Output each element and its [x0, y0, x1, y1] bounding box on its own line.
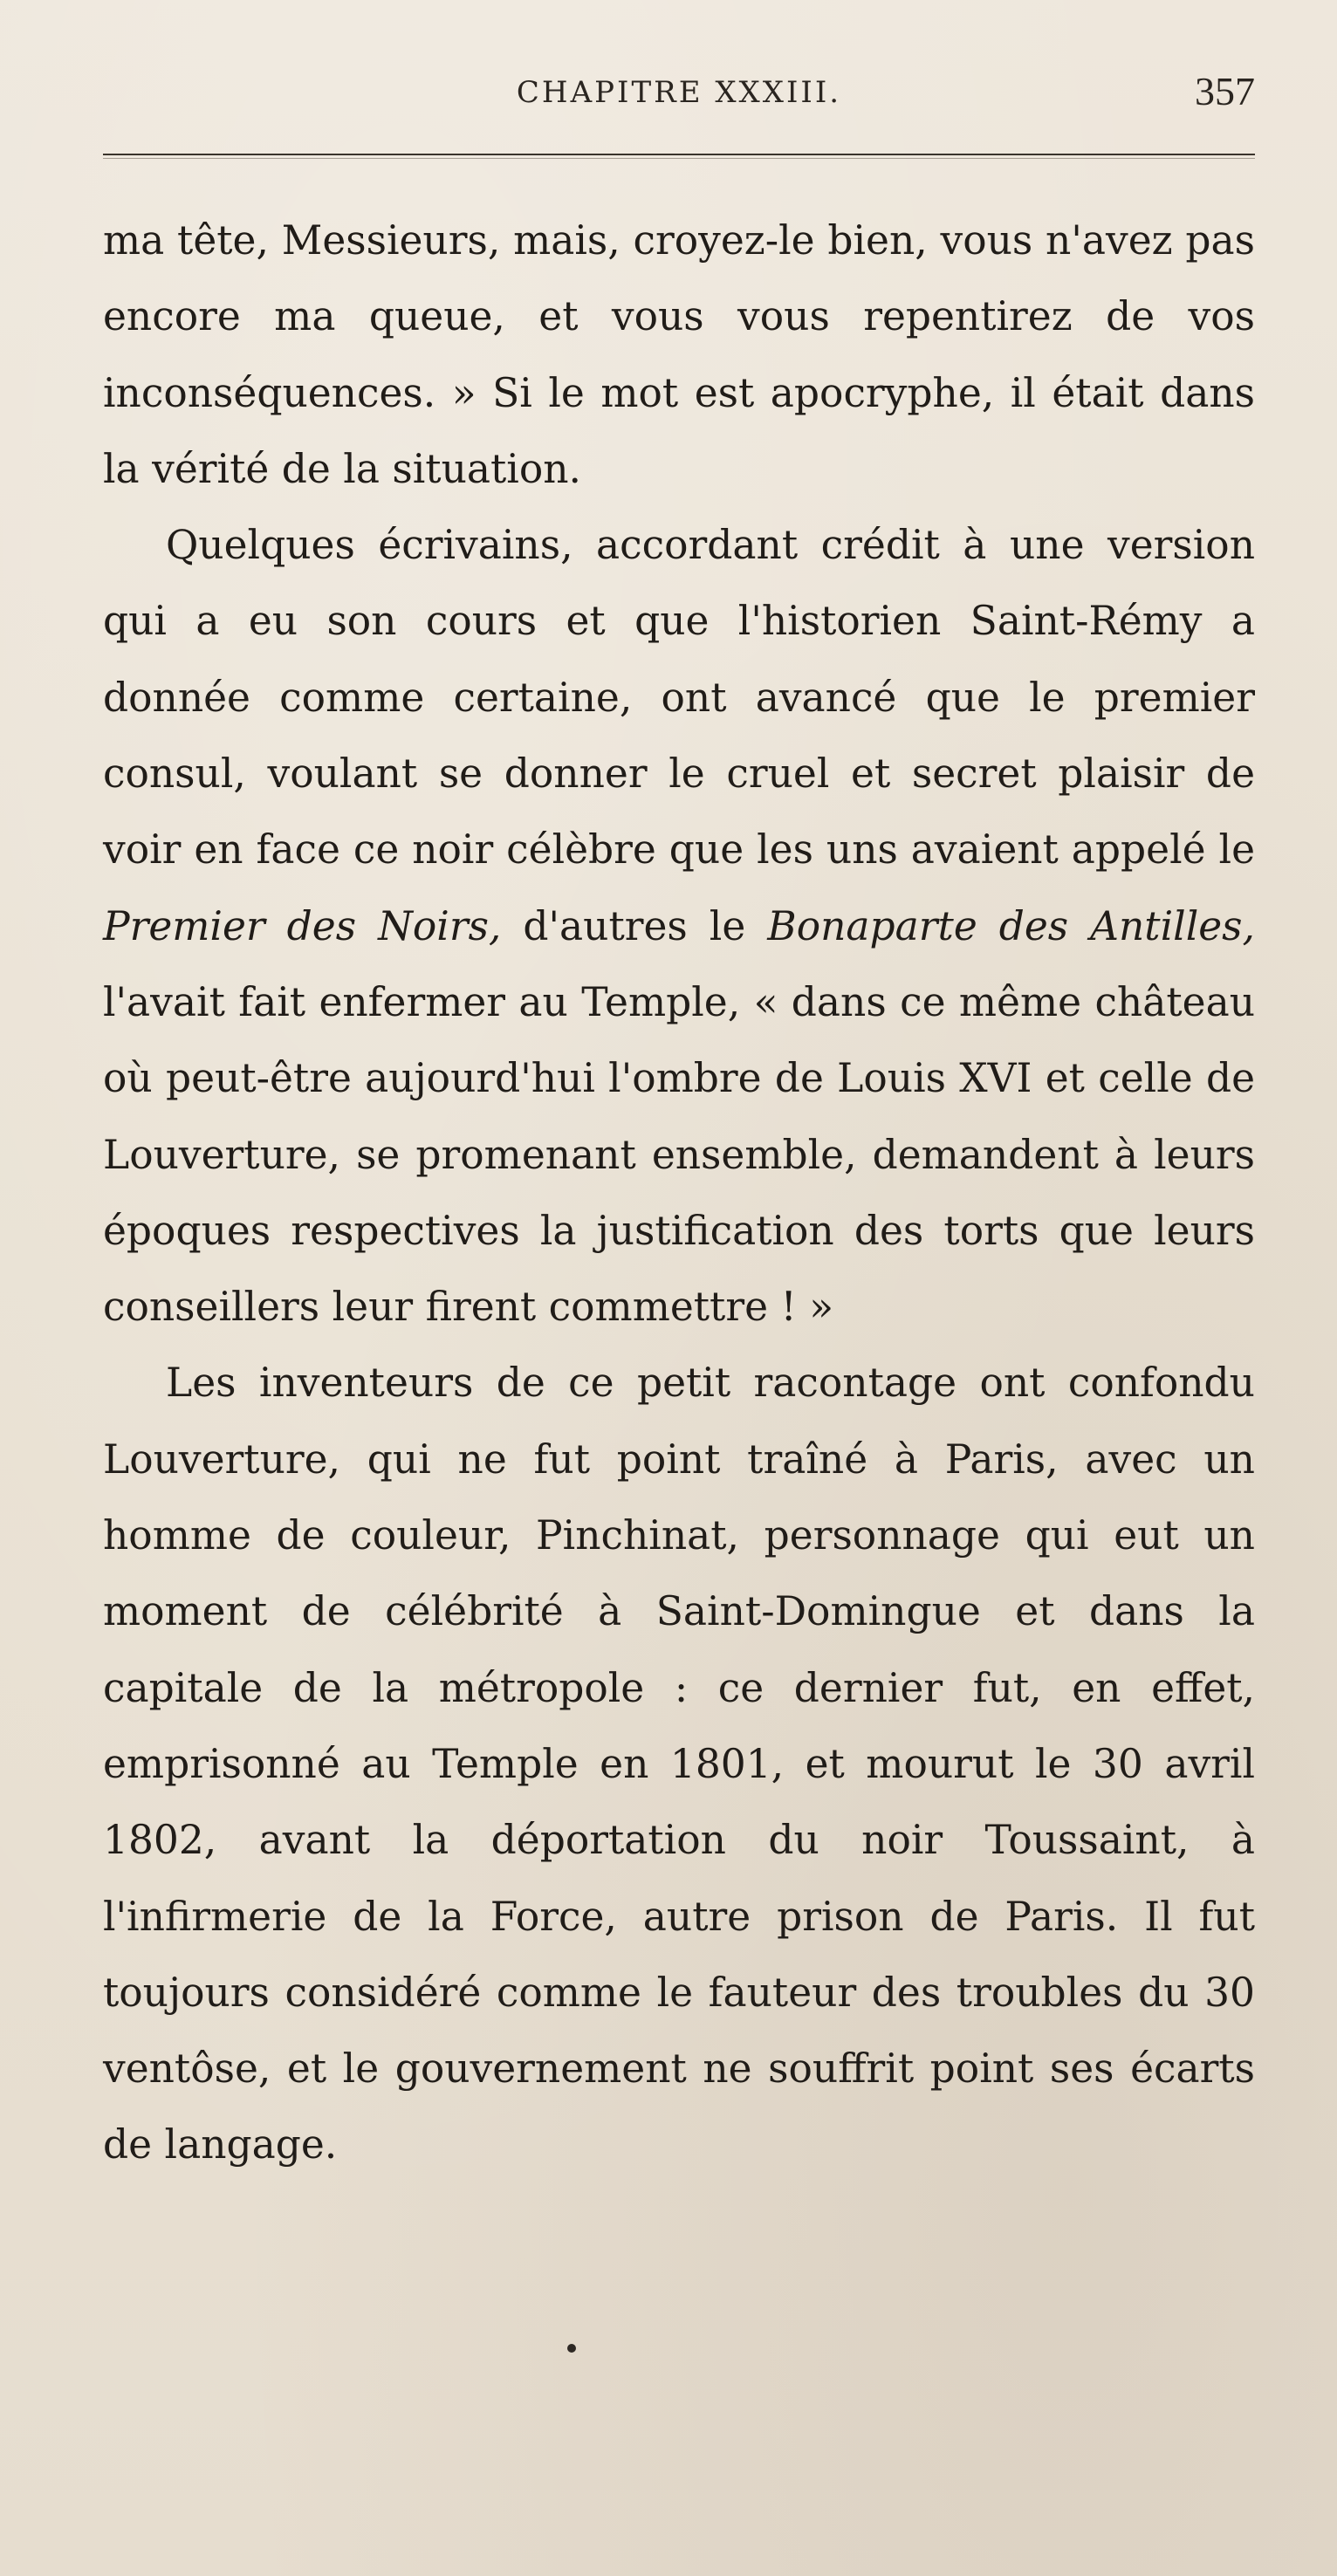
paragraph-2-text-b: d'autres le [501, 902, 768, 949]
paragraph-2 [103, 507, 1255, 1345]
header-rule [103, 154, 1255, 155]
header-rule-shadow [103, 158, 1255, 159]
italic-bonaparte-des-antilles: Bonaparte des Antilles, [767, 902, 1255, 949]
italic-premier-des-noirs: Premier des Noirs, [103, 902, 502, 949]
paragraph-3: Les inventeurs de ce petit racontage ont confondu Louverture, qui ne fut point traîné à Paris, avec un homme de couleur, Pinchinat, personnage qui eut un moment de célébrité à Saint-Domingue et dans la capitale de la métropole : ce dernier fut, en effet, emprisonné au Temple en 1801, et mourut le 30 avril 1802, avant la déportation du noir Toussaint, à l'infirmerie de la Force, autre prison de Paris. Il fut toujours considéré comme le fauteur des troubles du 30 ventôse, et le gouvernement ne souffrit point ses écarts de langage. [103, 1360, 1255, 2168]
paragraph-2-text-c: l'avait fait enfermer au Temple, « dans ce même château où peut-être aujourd'hui l'ombre de Louis XVI et celle de Louverture, se promenant ensemble, demandent à leurs époques respectives la justification des torts que leurs conseillers leur firent commettre ! » [103, 978, 1255, 1331]
paragraph-1: ma tête, Messieurs, mais, croyez-le bien, vous n'avez pas encore ma queue, et vous vous repentirez de vos inconséquences. » Si le mot est apocryphe, il était dans la vérité de la situation. [103, 217, 1255, 492]
paragraph-2-text-a: Quelques écrivains, accordant crédit à une version qui a eu son cours et que l'historien Saint-Rémy a donnée comme certaine, ont avancé que le premier consul, voulant se donner le cruel et secret plaisir de voir en face ce noir célèbre que les uns avaient appelé le [103, 522, 1255, 874]
running-head [103, 63, 1255, 124]
ink-speck [567, 2344, 576, 2353]
chapter-title: CHAPITRE XXXIII. [516, 75, 842, 110]
page-number: 357 [1195, 69, 1255, 113]
body-text [103, 202, 1255, 2183]
